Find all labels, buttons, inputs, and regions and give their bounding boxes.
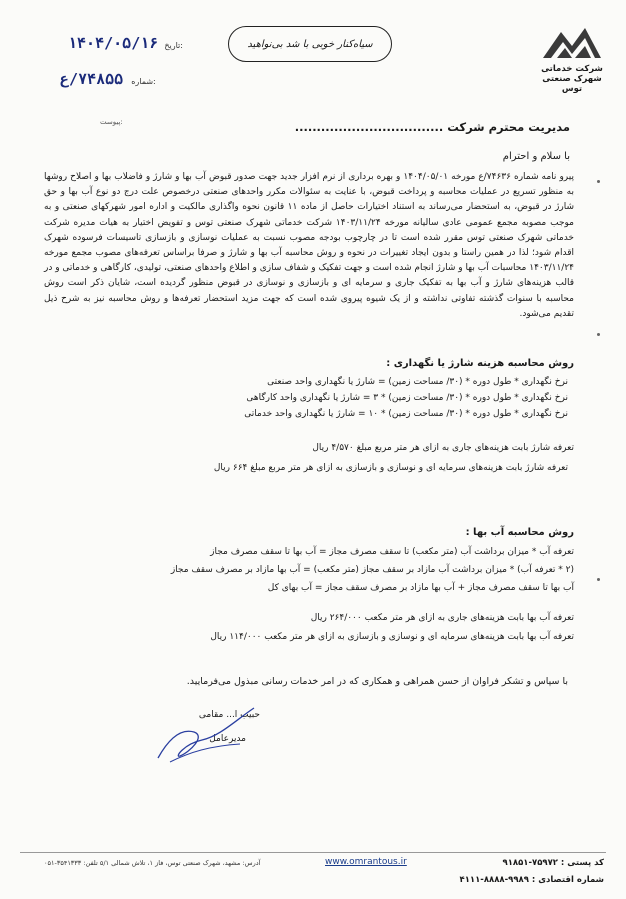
- water-section: [44, 527, 574, 645]
- date-label: تاریخ:: [164, 41, 183, 50]
- water-formula: (۲ * تعرفه آب) * میزان برداشت آب مازاد بر سقف مجاز (متر مکعب) = آب بها مازاد بر مصرف سقف مجاز: [170, 565, 574, 575]
- water-tariff: تعرفه آب بها بابت هزینه‌های سرمایه ای و نوسازی و بازسازی به ازای هر متر مکعب ۱۱۴/۰۰۰ ریال: [210, 632, 574, 642]
- body-paragraph: پیرو نامه شماره ۷۴۶۳۶/ع مورخه ۱۴۰۴/۰۵/۰۱ و بهره برداری از نرم افزار جدید جهت صدور قبوض آب بها و شارژ و فاضلاب بها و اصلاح روشها به منظور تسریع در عملیات محاسبه و پرداخت قبوض، با عنایت به سئوالات مکرر واحدهای صنعتی درخصوص علت درج دو نوع آب بها و حق شارژ در قبوض، به استحضار می‌رساند به استناد اختیارات حاصل از ماده ۱۱ قانون نحوه واگذاری مالکیت و اداره امور شهرکهای صنعتی و به موجب مصوبه مجمع عمومی عادی سالیانه مورخه ۱۴۰۳/۱۱/۲۴ شرکت خدماتی شهرک صنعتی توس و تفویض اختیار به هیات مدیره شرکت خدماتی شهرک صنعتی توس مقرر شده است تا در چارچوب بودجه مصوب نسبت به عملیات نوسازی و بازسازی تاسیسات فرسوده شهرک اقدام شود؛ لذا در همین راستا و بدون ایجاد تغییرات در نحوه و روش محاسبه آب بها و شارژ و صرفا براساس تعرفه‌های مصوب مجمع مورخه ۱۴۰۳/۱۱/۲۴ محاسبات آب بها و شارژ انجام شده است و جهت تفکیک و شفاف سازی و اطلاع واحدهای صنعتی، تولیدی، کارگاهی و خدماتی و در قالب هزینه‌های شارژ و آب بها به تفکیک جاری و سرمایه ای و بازسازی و نوسازی در قبوض منظور گردیده است، شایان ذکر است روش محاسبه با سنوات گذشته تفاوتی نداشته و از یک شیوه پیروی شده است که جهت مزید استحضار تعرفه‌ها و روش محاسبه نیز به شرح ذیل تقدیم می‌شود.: [44, 172, 574, 319]
- charge-formula: نرخ نگهداری * طول دوره * (۳۰/ مساحت زمین) * ۳ = شارژ یا نگهداری واحد کارگاهی: [246, 393, 568, 403]
- signer-title: مدیرعامل: [209, 734, 246, 744]
- recipient: مدیریت محترم شرکت ..................................: [294, 120, 570, 134]
- charge-formula: نرخ نگهداری * طول دوره * (۳۰/ مساحت زمین) * ۱۰ = شارژ یا نگهداری واحد خدماتی: [244, 409, 568, 419]
- water-formula: تعرفه آب * میزان برداشت آب (متر مکعب) تا سقف مصرف مجاز = آب بها تا سقف مصرف مجاز: [210, 547, 574, 557]
- number-row: [60, 70, 156, 88]
- margin-mark: [597, 180, 600, 183]
- postal-code: کد پستی : ۷۵۹۷۲-۹۱۸۵۱: [502, 858, 604, 868]
- handwritten-signature: [150, 700, 270, 770]
- charge-formula: نرخ نگهداری * طول دوره * (۳۰/ مساحت زمین) = شارژ یا نگهداری واحد صنعتی: [267, 377, 568, 387]
- charge-heading: روش محاسبه هزینه شارژ یا نگهداری :: [386, 358, 574, 369]
- water-heading: روش محاسبه آب بها :: [465, 527, 574, 538]
- website-link[interactable]: www.omrantous.ir: [325, 857, 407, 867]
- motto-text: سیاه‌کنار خوبی با شد بی‌نواهید: [247, 38, 373, 50]
- margin-mark: [597, 578, 600, 581]
- footer-address: آدرس: مشهد، شهرک صنعتی توس، فاز ۱، تلاش شمالی ۵/۱ تلفن: ۳۵۴۱۳۳۳-۰۵۱: [44, 859, 261, 867]
- economic-code: شماره اقتصادی : ۹۹۸۹-۸۸۸۸-۴۱۱۱: [459, 875, 604, 885]
- company-name: شرکت خدماتی شهرک صنعتی توس: [541, 64, 603, 94]
- closing-line: با سپاس و تشکر فراوان از حسن همراهی و همکاری که در امر خدمات رسانی مبذول می‌فرمایید.: [186, 676, 568, 687]
- date-value: ۱۴۰۴/۰۵/۱۶: [68, 34, 159, 52]
- motto-seal: [228, 26, 392, 62]
- company-logo-icon: [541, 22, 603, 62]
- signer-name: حبیب ا... مقامی: [198, 710, 260, 720]
- charge-tariff: تعرفه شارژ بابت هزینه‌های سرمایه ای و نوسازی و بازسازی به ازای هر متر مربع مبلغ ۶۶۴ ریال: [213, 463, 568, 473]
- water-tariff: تعرفه آب بها بابت هزینه‌های جاری به ازای هر متر مکعب ۲۶۴/۰۰۰ ریال: [310, 613, 574, 623]
- company-logo: [532, 22, 612, 94]
- footer-divider: [20, 852, 606, 853]
- greeting: با سلام و احترام: [502, 151, 570, 162]
- charge-section: [44, 358, 574, 476]
- number-value: ۷۴۸۵۵/ع: [60, 70, 124, 88]
- charge-tariff: تعرفه شارژ بابت هزینه‌های جاری به ازای هر متر مربع مبلغ ۴/۵۷۰ ریال: [312, 443, 574, 453]
- margin-mark: [597, 333, 600, 336]
- number-label: شماره:: [131, 77, 156, 86]
- date-row: [68, 34, 183, 52]
- water-formula: آب بها تا سقف مصرف مجاز + آب بها مازاد بر مصرف سقف مجاز = آب بهای کل: [267, 583, 574, 593]
- attachment-label: پیوست:: [100, 118, 123, 126]
